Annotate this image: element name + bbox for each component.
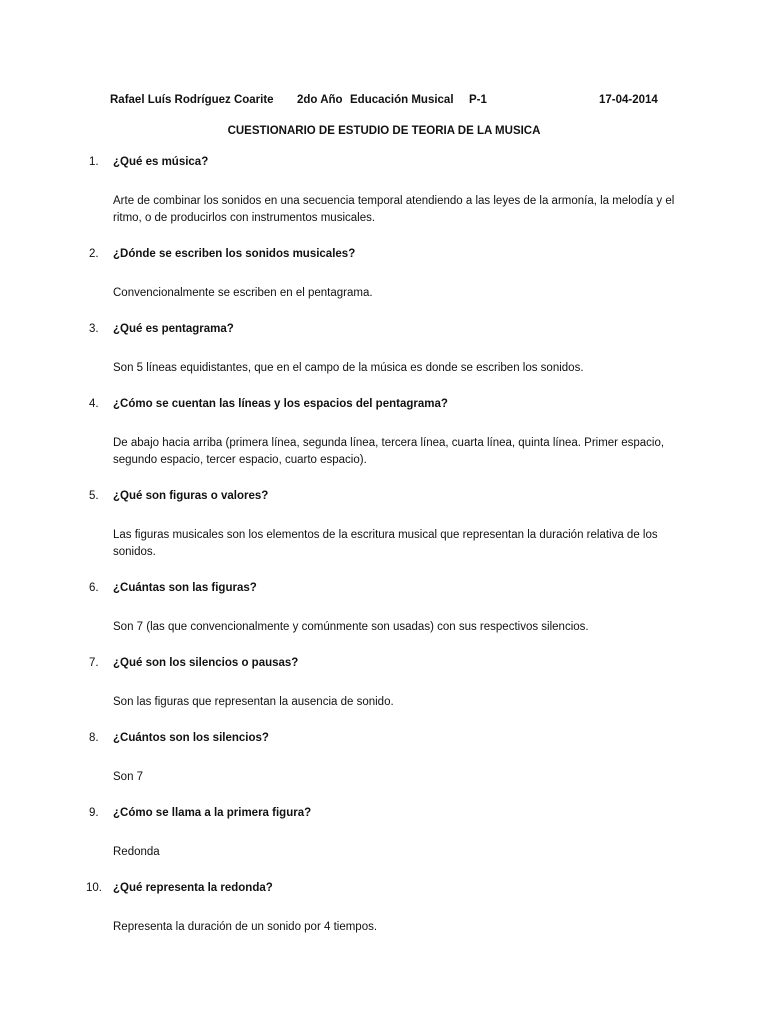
answer-text: Son 7 <box>113 771 144 783</box>
answer-text: Son las figuras que representan la ausencia de sonido. <box>113 696 394 708</box>
document-header <box>110 94 710 110</box>
question-item <box>0 807 768 861</box>
answer-text: Redonda <box>113 846 160 858</box>
question-item <box>0 248 768 302</box>
question-list <box>0 156 768 936</box>
question-text: ¿Dónde se escriben los sonidos musicales? <box>113 248 356 260</box>
question-number: 4. <box>89 398 99 410</box>
question-number: 9. <box>89 807 99 819</box>
question-text: ¿Qué son figuras o valores? <box>113 490 269 502</box>
answer-text: Las figuras musicales son los elementos de la escritura musical que representan la duración relativa de los sonidos. <box>113 529 658 558</box>
question-item <box>0 882 768 936</box>
question-number: 1. <box>89 156 99 168</box>
answer-text: Representa la duración de un sonido por 4 tiempos. <box>113 921 378 933</box>
answer-text: Arte de combinar los sonidos en una secuencia temporal atendiendo a las leyes de la armonía, la melodía y el ritmo, o de producirlos con instrumentos musicales. <box>113 195 675 224</box>
date: 17-04-2014 <box>599 94 658 106</box>
document-title: CUESTIONARIO DE ESTUDIO DE TEORIA DE LA MUSICA <box>227 125 541 137</box>
answer-text: Son 7 (las que convencionalmente y comúnmente son usadas) con sus respectivos silencios. <box>113 621 589 633</box>
question-text: ¿Qué representa la redonda? <box>113 882 273 894</box>
question-number: 5. <box>89 490 99 502</box>
question-text: ¿Cómo se llama a la primera figura? <box>113 807 312 819</box>
question-text: ¿Qué es pentagrama? <box>113 323 234 335</box>
question-text: ¿Cuántas son las figuras? <box>113 582 257 594</box>
question-number: 6. <box>89 582 99 594</box>
question-number: 3. <box>89 323 99 335</box>
question-item <box>0 582 768 636</box>
question-text: ¿Qué son los silencios o pausas? <box>113 657 299 669</box>
school-year: 2do Año <box>297 94 343 106</box>
question-text: ¿Cuántos son los silencios? <box>113 732 269 744</box>
question-item <box>0 323 768 377</box>
answer-text: Son 5 líneas equidistantes, que en el campo de la música es donde se escriben los sonidos. <box>113 362 584 374</box>
question-item <box>0 398 768 469</box>
group: P-1 <box>469 94 487 106</box>
question-number: 2. <box>89 248 99 260</box>
answer-text: De abajo hacia arriba (primera línea, segunda línea, tercera línea, cuarta línea, quinta línea. Primer espacio, segundo espacio, tercer espacio, cuarto espacio). <box>113 437 665 466</box>
subject: Educación Musical <box>350 94 454 106</box>
question-number: 7. <box>89 657 99 669</box>
question-item <box>0 732 768 786</box>
question-number: 10. <box>86 882 102 894</box>
student-name: Rafael Luís Rodríguez Coarite <box>110 94 274 106</box>
answer-text: Convencionalmente se escriben en el pentagrama. <box>113 287 373 299</box>
question-item <box>0 657 768 711</box>
question-item <box>0 156 768 227</box>
question-number: 8. <box>89 732 99 744</box>
question-text: ¿Cómo se cuentan las líneas y los espacios del pentagrama? <box>113 398 448 410</box>
question-text: ¿Qué es música? <box>113 156 209 168</box>
question-item <box>0 490 768 561</box>
